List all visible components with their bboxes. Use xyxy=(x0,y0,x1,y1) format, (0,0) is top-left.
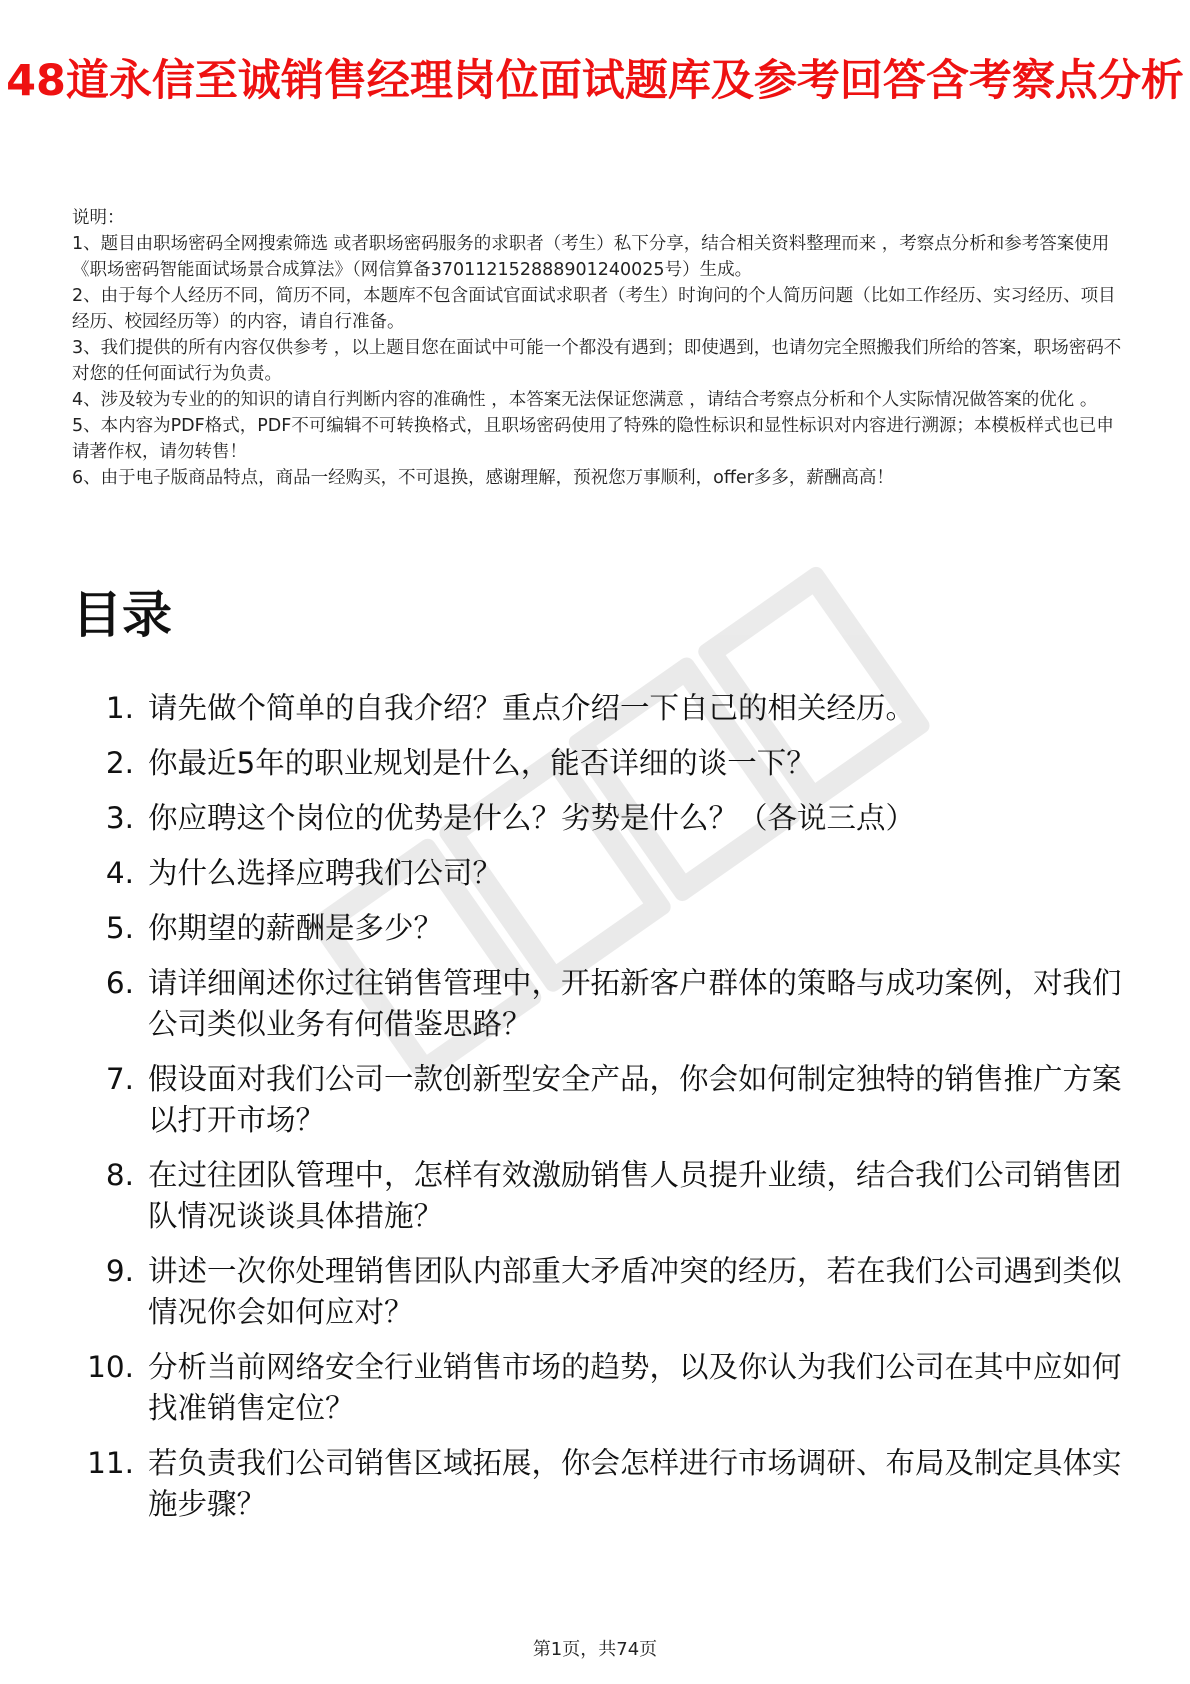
toc-item-number: 6. xyxy=(105,966,134,1000)
toc-item-number: 8. xyxy=(105,1158,134,1192)
notes-heading: 说明： xyxy=(72,208,125,228)
toc-item[interactable] xyxy=(72,908,1122,949)
toc-item-text: 请先做个简单的自我介绍？重点介绍一下自己的相关经历。 xyxy=(148,691,916,725)
toc-item-text: 为什么选择应聘我们公司？ xyxy=(148,856,503,890)
toc-item-number: 7. xyxy=(105,1062,134,1096)
toc-item[interactable] xyxy=(72,1443,1122,1525)
toc-item[interactable] xyxy=(72,688,1122,729)
toc-item-number: 5. xyxy=(105,911,134,945)
note-item: 5、本内容为PDF格式，PDF不可编辑不可转换格式，且职场密码使用了特殊的隐性标识和显性标识对内容进行溯源；本模板样式也已申请著作权，请勿转售！ xyxy=(72,416,1114,462)
toc-item[interactable] xyxy=(72,798,1122,839)
toc-item-number: 9. xyxy=(105,1254,134,1288)
toc-item[interactable] xyxy=(72,1155,1122,1237)
note-item: 6、由于电子版商品特点，商品一经购买，不可退换，感谢理解，预祝您万事顺利，offer多多，薪酬高高！ xyxy=(72,468,894,488)
note-item: 4、涉及较为专业的的知识的请自行判断内容的准确性 ，本答案无法保证您满意 ，请结合考察点分析和个人实际情况做答案的优化 。 xyxy=(72,390,1098,410)
document-title: 48道永信至诚销售经理岗位面试题库及参考回答含考察点分析 xyxy=(6,56,1184,106)
toc-item-number: 10. xyxy=(87,1350,134,1384)
note-item: 3、我们提供的所有内容仅供参考 ，以上题目您在面试中可能一个都没有遇到；即使遇到，也请勿完全照搬我们所给的答案，职场密码不对您的任何面试行为负责。 xyxy=(72,338,1122,384)
toc-item-text: 在过往团队管理中，怎样有效激励销售人员提升业绩，结合我们公司销售团队情况谈谈具体措施？ xyxy=(148,1158,1122,1233)
toc-item-number: 2. xyxy=(105,746,134,780)
toc-item-text: 你应聘这个岗位的优势是什么？劣势是什么？（各说三点） xyxy=(148,801,916,835)
toc-item[interactable] xyxy=(72,853,1122,894)
toc-heading: 目录 xyxy=(72,586,172,644)
toc-list xyxy=(72,688,1122,1539)
note-item: 1、题目由职场密码全网搜索筛选 或者职场密码服务的求职者（考生）私下分享，结合相关资料整理而来 ，考察点分析和参考答案使用《职场密码智能面试场景合成算法》（网信算备370112152888901240025号）生成。 xyxy=(72,234,1110,280)
toc-item-number: 1. xyxy=(105,691,134,725)
toc-item-text: 假设面对我们公司一款创新型安全产品，你会如何制定独特的销售推广方案以打开市场？ xyxy=(148,1062,1122,1137)
toc-item-text: 你期望的薪酬是多少？ xyxy=(148,911,444,945)
toc-item-text: 讲述一次你处理销售团队内部重大矛盾冲突的经历，若在我们公司遇到类似情况你会如何应对？ xyxy=(148,1254,1122,1329)
toc-item-number: 3. xyxy=(105,801,134,835)
note-item: 2、由于每个人经历不同，简历不同，本题库不包含面试官面试求职者（考生）时询问的个人简历问题（比如工作经历、实习经历、项目经历、校园经历等）的内容，请自行准备。 xyxy=(72,286,1116,332)
toc-item-text: 你最近5年的职业规划是什么，能否详细的谈一下？ xyxy=(148,746,816,780)
toc-item[interactable] xyxy=(72,1251,1122,1333)
toc-item-number: 11. xyxy=(87,1446,134,1480)
toc-item[interactable] xyxy=(72,1347,1122,1429)
page-footer: 第1页，共74页 xyxy=(532,1639,658,1660)
toc-item-number: 4. xyxy=(105,856,134,890)
notes-section xyxy=(72,205,1122,491)
toc-item[interactable] xyxy=(72,963,1122,1045)
toc-item[interactable] xyxy=(72,1059,1122,1141)
toc-item-text: 若负责我们公司销售区域拓展，你会怎样进行市场调研、布局及制定具体实施步骤？ xyxy=(148,1446,1122,1521)
toc-item-text: 分析当前网络安全行业销售市场的趋势，以及你认为我们公司在其中应如何找准销售定位？ xyxy=(148,1350,1122,1425)
toc-item[interactable] xyxy=(72,743,1122,784)
toc-item-text: 请详细阐述你过往销售管理中，开拓新客户群体的策略与成功案例，对我们公司类似业务有何借鉴思路？ xyxy=(148,966,1122,1041)
